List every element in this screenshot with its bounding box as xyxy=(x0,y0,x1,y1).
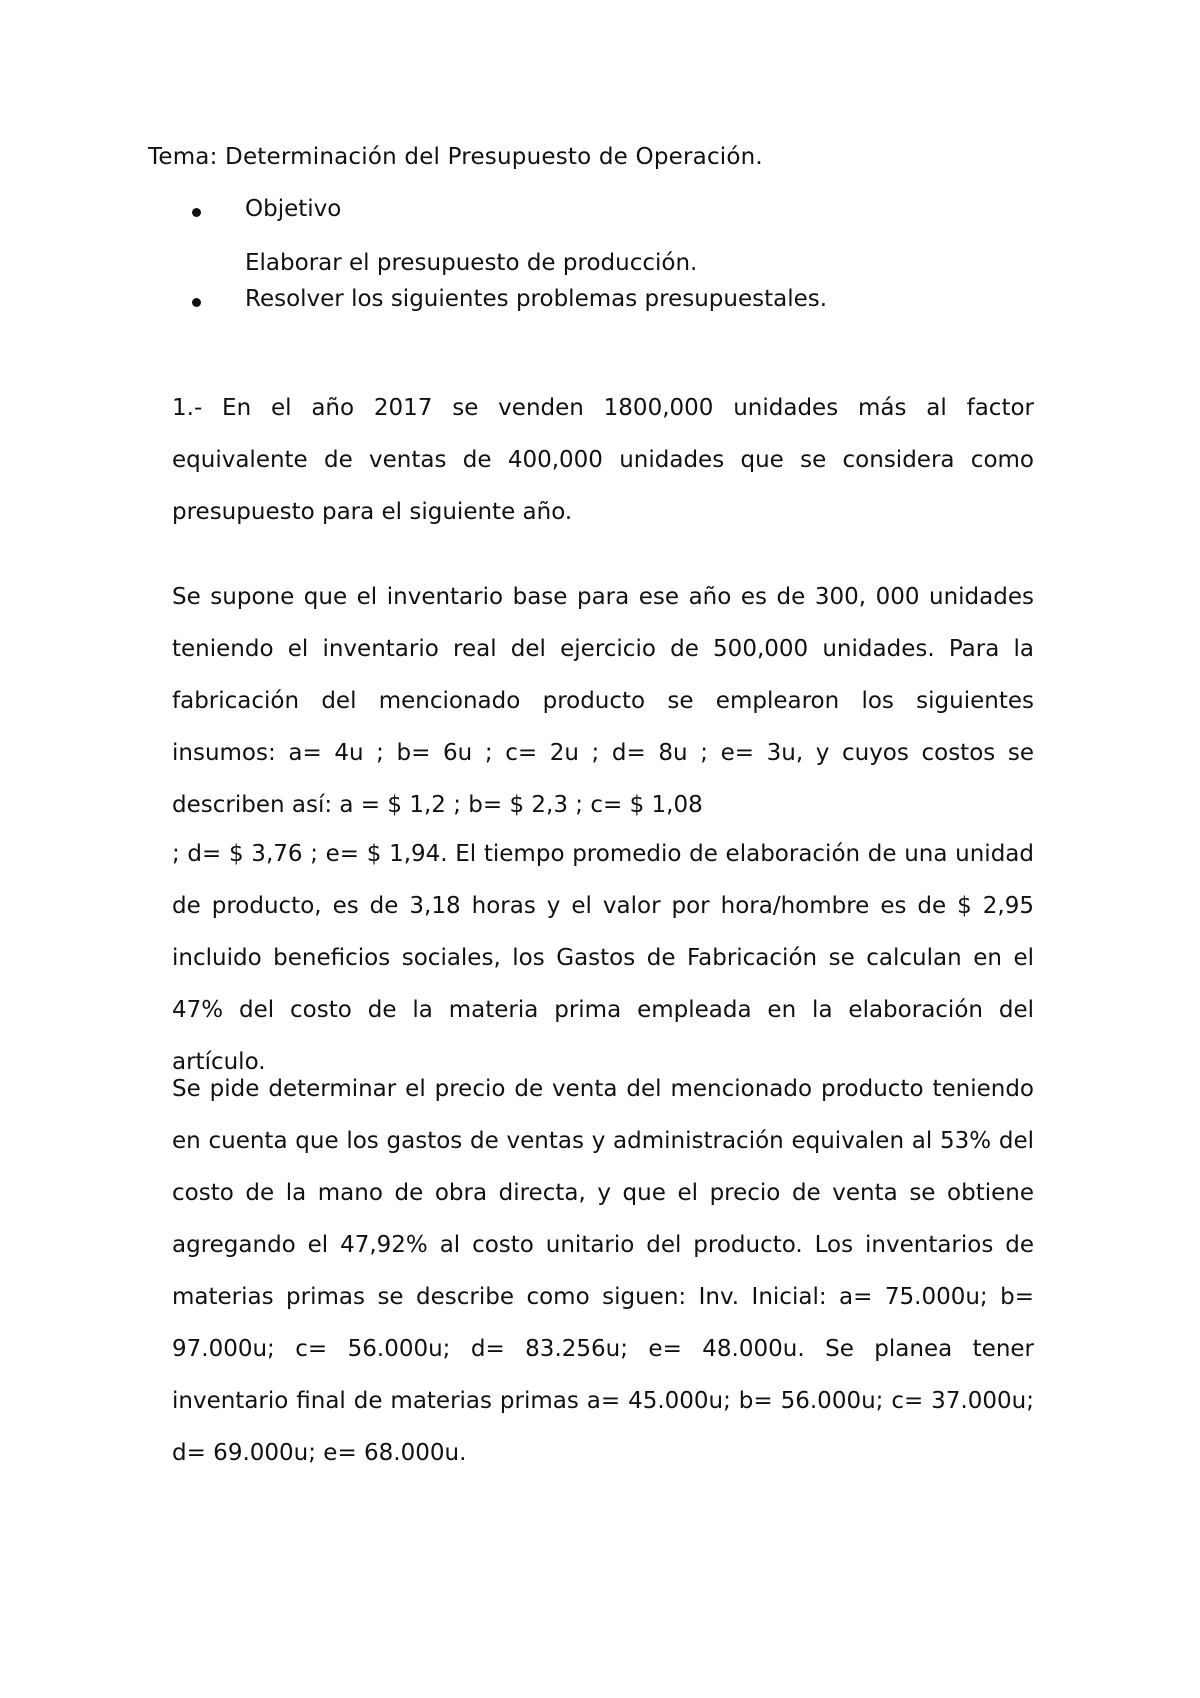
bullet-dot-icon xyxy=(192,298,201,307)
bullet-resolve-label: Resolver los siguientes problemas presupuestales. xyxy=(245,286,828,312)
objective-text: Elaborar el presupuesto de producción. xyxy=(245,250,698,276)
paragraph-inventory-inputs: Se supone que el inventario base para ese año es de 300, 000 unidades teniendo el inventario real del ejercicio de 500,000 unidades. Para la fabricación del mencionado producto se emplearon los siguientes insumos: a= 4u ; b= 6u ; c= 2u ; d= 8u ; e= 3u, y cuyos costos se describen así: a = $ 1,2 ; b= $ 2,3 ; c= $ 1,08 xyxy=(172,584,1034,818)
paragraph-sale-price: Se pide determinar el precio de venta del mencionado producto teniendo en cuenta que los gastos de ventas y administración equivalen al 53% del costo de la mano de obra directa, y que el precio de venta se obtiene agregando el 47,92% al costo unitario del producto. Los inventarios de materias primas se describe como siguen: Inv. Inicial: a= 75.000u; b= 97.000u; c= 56.000u; d= 83.256u; e= 48.000u. Se planea tener inventario final de materias primas a= 45.000u; b= 56.000u; c= 37.000u; d= 69.000u; e= 68.000u. xyxy=(172,1076,1034,1466)
bullet-dot-icon xyxy=(192,208,201,217)
paragraph-problem-1: 1.- En el año 2017 se venden 1800,000 unidades más al factor equivalente de ventas de 400,000 unidades que se considera como presupuesto para el siguiente año. xyxy=(172,395,1034,525)
paragraph-costs-continued: ; d= $ 3,76 ; e= $ 1,94. El tiempo promedio de elaboración de una unidad de producto, es de 3,18 horas y el valor por hora/hombre es de $ 2,95 incluido beneficios sociales, los Gastos de Fabricación se calculan en el 47% del costo de la materia prima empleada en la elaboración del artículo. xyxy=(172,841,1034,1075)
bullet-objective-label: Objetivo xyxy=(245,196,342,222)
document-title: Tema: Determinación del Presupuesto de Operación. xyxy=(148,144,763,170)
